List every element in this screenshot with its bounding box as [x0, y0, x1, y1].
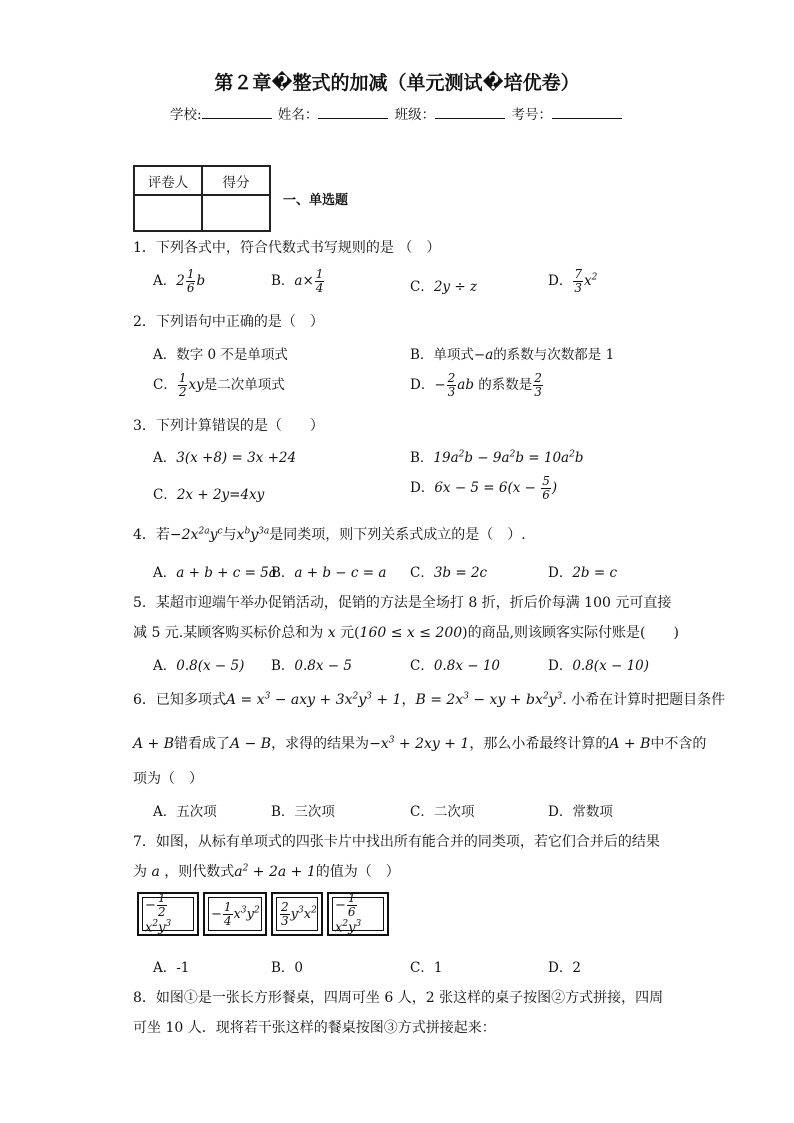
q5-option-d[interactable]: D．0.8(x − 10): [548, 658, 650, 674]
q5-option-c[interactable]: C．0.8x − 10: [410, 658, 500, 674]
score-header: 得分: [202, 166, 270, 195]
name-label: 姓名：: [277, 107, 319, 123]
q4-stem: 4．若$-2x^{2a}y^c$与$x^by^{3a}$是同类项，则下列关系式成立的是（ ）.: [133, 526, 526, 543]
q3-option-b[interactable]: B．$19a^2b - 9a^2b = 10a^2b$: [410, 449, 584, 466]
q7-line-2: 为 a ，则代数式$a^2 + 2a + 1$的值为（ ）: [133, 863, 400, 880]
q6-option-b[interactable]: B．三次项: [271, 804, 335, 820]
number-blank[interactable]: [552, 106, 622, 119]
q4-option-a[interactable]: A．a + b + c = 5a: [153, 565, 277, 581]
number-label: 考号：: [511, 107, 552, 123]
page-title: 第２章�整式的加减（单元测试�培优卷）: [214, 72, 580, 94]
monomial-card-3: $\frac{2}{3}$ $y^3x^2$: [271, 892, 323, 936]
name-blank[interactable]: [318, 106, 388, 119]
grader-header: 评卷人: [134, 166, 202, 195]
q7-line-1: 7．如图，从标有单项式的四张卡片中找出所有能合并的同类项，若它们合并后的结果: [133, 834, 660, 850]
q5-option-a[interactable]: A．0.8(x − 5): [153, 658, 245, 674]
q3-option-a[interactable]: A．3(x +8) = 3x +24: [153, 450, 297, 466]
q6-option-c[interactable]: C．二次项: [410, 804, 475, 820]
monomial-card-2: − $\frac{1}{4}$ $x^3y^2$: [203, 892, 267, 936]
q2-option-a[interactable]: A．数字 0 不是单项式: [153, 347, 288, 363]
monomial-card-1: − $\frac{1}{2}$ $x^2y^3$: [137, 892, 199, 936]
q1-option-d[interactable]: D． $\frac{7}{3}$ $x^2$: [548, 267, 598, 295]
q2-stem: 2．下列语句中正确的是（ ）: [133, 314, 324, 330]
student-info-line: [0, 103, 794, 123]
school-label: 学校:: [170, 107, 202, 123]
school-blank[interactable]: [202, 106, 272, 119]
q4-option-d[interactable]: D．2b = c: [548, 565, 618, 581]
q6-option-a[interactable]: A．五次项: [153, 804, 217, 820]
q7-option-c[interactable]: C．1: [410, 960, 443, 976]
q6-line-3: 项为（ ）: [133, 771, 203, 787]
q7-option-b[interactable]: B．0: [271, 960, 304, 976]
q1-option-a[interactable]: A．2 $\frac{1}{6}$ b: [153, 267, 206, 295]
q4-option-b[interactable]: B．a + b − c = a: [271, 565, 387, 581]
score-cell[interactable]: [202, 195, 270, 231]
q2-option-b[interactable]: B．单项式−a的系数与次数都是 1: [410, 347, 615, 363]
grader-cell[interactable]: [134, 195, 202, 231]
q3-option-d[interactable]: D．6x − 5 = 6(x − $\frac{5}{6}$ ): [410, 474, 558, 502]
section-heading: 一、单选题: [283, 193, 349, 208]
q4-option-c[interactable]: C．3b = 2c: [410, 565, 488, 581]
q2-option-c[interactable]: C． $\frac{1}{2}$ xy是二次单项式: [153, 371, 285, 399]
q7-option-a[interactable]: A．-1: [153, 960, 190, 976]
q3-stem: 3．下列计算错误的是（ ）: [133, 418, 324, 434]
q5-line-2: 减 5 元.某顾客购买标价总和为 x 元(160 ≤ x ≤ 200)的商品,则该顾客实际付账是( ): [133, 625, 679, 641]
monomial-card-4: − $\frac{1}{6}$ $x^2y^3$: [327, 892, 389, 936]
q2-option-d[interactable]: D．− $\frac{2}{3}$ ab 的系数是 $\frac{2}{3}$: [410, 371, 542, 399]
q8-line-2: 可坐 10 人．现将若干张这样的餐桌按图③方式拼接起来：: [133, 1020, 496, 1036]
q7-option-d[interactable]: D．2: [548, 960, 581, 976]
q1-option-c[interactable]: C．2y ÷ z: [410, 279, 478, 295]
q3-option-c[interactable]: C．2x + 2y=4xy: [153, 487, 265, 503]
q8-line-1: 8．如图①是一张长方形餐桌，四周可坐 6 人，2 张这样的桌子按图②方式拼接，四周: [133, 990, 664, 1006]
score-table: [133, 165, 271, 232]
q5-option-b[interactable]: B．0.8x − 5: [271, 658, 352, 674]
q1-option-b[interactable]: B．a× $\frac{1}{4}$: [271, 267, 324, 295]
q5-line-1: 5．某超市迎端午举办促销活动，促销的方法是全场打 8 折，折后价每满 100 元可直接: [133, 595, 672, 611]
class-blank[interactable]: [435, 106, 505, 119]
q6-line-1: 6．已知多项式$A = x^3$ − axy + $3x^2y^3 + 1$，$B = 2x^3$ − xy + $bx^2y^3$. 小希在计算时把题目条件: [133, 691, 726, 708]
q6-option-d[interactable]: D．常数项: [548, 804, 613, 820]
q1-stem: 1．下列各式中，符合代数式书写规则的是 （ ）: [133, 240, 441, 256]
q6-line-2: A + B错看成了A − B，求得的结果为$-x^3 + 2xy + 1$，那么小希最终计算的A + B中不含的: [133, 735, 707, 752]
class-label: 班级：: [394, 107, 436, 123]
